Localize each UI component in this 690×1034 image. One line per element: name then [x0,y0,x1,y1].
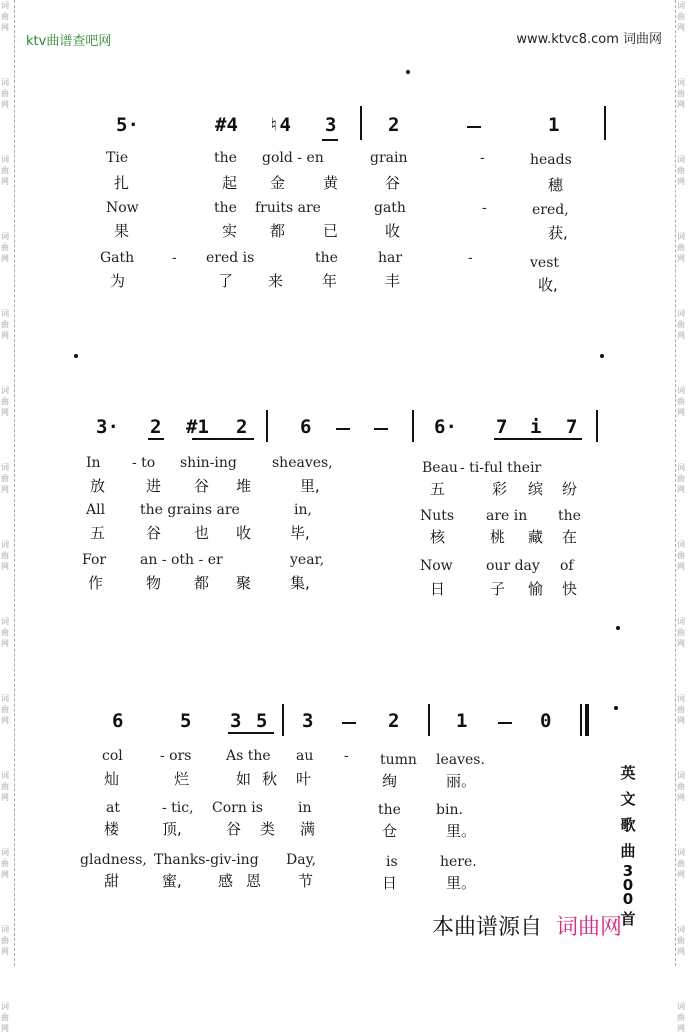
note: 3 [230,710,242,732]
barline [580,704,582,736]
lyric-zh: 实 [222,222,238,240]
watermark-text: 词曲网 [1,309,9,340]
lyric-zh: 子 [490,580,506,598]
lyric-zh: 节 [298,872,314,890]
note: #1 [186,416,209,438]
watermark-text: 词曲网 [677,463,685,494]
lyric-zh: 作 [88,574,104,592]
lyric-zh: 丽。 [446,772,477,790]
speck [616,626,620,630]
lyric-en: vest [530,255,560,271]
speck [74,354,78,358]
lyric-zh: 获, [548,224,568,242]
barline [428,704,430,736]
speck [614,706,618,710]
lyric-en: at [106,800,120,816]
lyric-en: tumn [380,752,417,768]
lyric-en: the [214,200,237,216]
lyric-en: shin-ing [180,455,237,471]
lyric-en: - [172,250,177,266]
lyric-zh: 仓 [382,822,398,840]
watermark-text: 词曲网 [677,540,685,571]
lyric-zh: 收 [236,524,252,542]
site-url[interactable]: www.ktvc8.com 词曲网 [516,32,662,47]
lyric-zh: 五 [430,480,446,498]
lyric-zh: 叶 [296,770,312,788]
barline [282,704,284,736]
lyric-en: are in [486,508,528,524]
watermark-text: 词曲网 [1,386,9,417]
watermark-text: 词曲网 [677,925,685,956]
lyric-en: fruits are [255,200,321,216]
lyric-en: au [296,748,314,764]
left-watermark-border [0,0,15,1033]
lyric-zh: 已 [323,222,339,240]
note: 0 [540,710,552,732]
lyric-en: heads [530,152,572,168]
lyric-en: in, [294,502,312,518]
lyric-en: Thanks-giv-ing [154,852,259,868]
lyric-en: - [468,250,473,266]
note: #4 [215,114,238,136]
lyric-zh: 谷 [226,820,242,838]
lyric-zh: 毕, [290,524,310,542]
lyric-zh: 物 [146,574,162,592]
lyric-en: - [480,150,485,166]
underline [148,438,164,440]
barline [266,410,268,442]
dash [374,428,388,430]
lyric-en: - ors [160,748,192,764]
lyric-en: grain [370,150,408,166]
lyric-zh: 快 [562,580,578,598]
note: 5 [256,710,268,732]
lyric-zh: 为 [110,272,126,290]
lyric-zh: 聚 [236,574,252,592]
lyric-zh: 愉 [528,580,544,598]
dash [467,126,481,128]
note: 6 [112,710,124,732]
lyric-en: Now [420,558,453,574]
watermark-text: 词曲网 [677,78,685,109]
note: 7 [566,416,578,438]
lyric-en: the [378,802,401,818]
lyric-zh: 里。 [446,874,477,892]
lyric-zh: 也 [194,524,210,542]
lyric-zh: 放 [90,477,106,495]
speck [406,70,410,74]
lyric-en: In [86,455,101,471]
watermark-text: 词曲网 [677,848,685,879]
note: 2 [388,114,400,136]
lyric-en: As the [226,748,271,764]
lyric-zh: 来 [268,272,284,290]
lyric-zh: 烂 [174,770,190,788]
watermark-text: 词曲网 [1,1002,9,1033]
watermark-text: 词曲网 [677,386,685,417]
lyric-en: our day [486,558,540,574]
watermark-text: 词曲网 [1,848,9,879]
watermark-text: 词曲网 [1,540,9,571]
note: 6· [434,416,457,438]
lyric-en: gladness, [80,852,147,868]
dash [342,722,356,724]
lyric-zh: 缤 [528,480,544,498]
lyric-en: the [214,150,237,166]
lyric-en: in [298,800,312,816]
dash [336,428,350,430]
lyric-zh: 感 [218,872,234,890]
lyric-zh: 桃 [490,528,506,546]
footer-brand-link[interactable]: 词曲网 [556,915,623,940]
lyric-en: an - oth - er [140,552,223,568]
note: 2 [388,710,400,732]
lyric-en: Day, [286,852,317,868]
watermark-text: 词曲网 [677,232,685,263]
lyric-zh: 如 [236,770,252,788]
watermark-text: 词曲网 [1,771,9,802]
lyric-zh: 金 [270,174,286,192]
lyric-en: here. [440,854,477,870]
lyric-en: - to [132,455,156,471]
lyric-en: - [482,200,487,216]
watermark-text: 词曲网 [677,155,685,186]
lyric-en: All [86,502,106,518]
lyric-zh: 堆 [236,477,252,495]
lyric-zh: 黄 [323,174,339,192]
source-footer [432,910,622,941]
note: 3· [96,416,119,438]
lyric-zh: 楼 [104,820,120,838]
lyric-zh: 里。 [446,822,477,840]
barline [360,106,362,140]
lyric-zh: 类 [260,820,276,838]
lyric-en: sheaves, [272,455,333,471]
lyric-en: har [378,250,403,266]
lyric-en: ered, [532,202,569,218]
underline [228,732,274,734]
lyric-zh: 绚 [382,772,398,790]
lyric-en: Now [106,200,139,216]
barline [412,410,414,442]
lyric-zh: 满 [300,820,316,838]
underline [494,438,582,440]
lyric-en: Corn is [212,800,263,816]
note: 3 [302,710,314,732]
lyric-en: ered is [206,250,255,266]
lyric-zh: 都 [194,574,210,592]
lyric-en: the [315,250,338,266]
lyric-zh: 恩 [246,872,262,890]
lyric-en: year, [290,552,325,568]
lyric-en: - [344,748,349,764]
site-logo-text[interactable]: ktv曲谱查吧网 [26,34,112,49]
lyric-zh: 蜜, [162,872,182,890]
lyric-en: the grains are [140,502,240,518]
lyric-zh: 秋 [262,770,278,788]
note: 2 [236,416,248,438]
lyric-en: - tic, [162,800,194,816]
lyric-en: of [560,558,574,574]
lyric-zh: 丰 [385,272,401,290]
note: 7 [496,416,508,438]
lyric-en: is [386,854,398,870]
lyric-zh: 了 [218,272,234,290]
underline [192,438,254,440]
watermark-text: 词曲网 [1,694,9,725]
lyric-en: col [102,748,123,764]
watermark-text: 词曲网 [677,771,685,802]
note: 3 [325,114,337,136]
lyric-zh: 扎 [114,174,130,192]
speck [600,354,604,358]
book-title-vertical: 英 文 歌 曲 3 0 0 首 [620,764,636,928]
right-watermark-border [675,0,690,1033]
lyric-zh: 收, [538,276,558,294]
lyric-zh: 核 [430,528,446,546]
note: 5· [116,114,139,136]
barline [604,106,606,140]
lyric-en: gath [374,200,406,216]
watermark-text: 词曲网 [1,463,9,494]
lyric-zh: 集, [290,574,310,592]
lyric-en: Gath [100,250,135,266]
lyric-zh: 日 [382,874,398,892]
lyric-zh: 年 [322,272,338,290]
watermark-text: 词曲网 [677,309,685,340]
footer-text: 本曲谱源自 [432,915,543,940]
watermark-text: 词曲网 [1,925,9,956]
lyric-zh: 进 [146,477,162,495]
watermark-text: 词曲网 [1,232,9,263]
lyric-zh: 里, [300,477,320,495]
note: 6 [300,416,312,438]
lyric-zh: 谷 [385,174,401,192]
note: 1 [548,114,560,136]
lyric-zh: 日 [430,580,446,598]
note: ♮4 [268,114,291,136]
underline [322,139,338,141]
watermark-text: 词曲网 [1,78,9,109]
lyric-zh: 起 [222,174,238,192]
dash [498,722,512,724]
watermark-text: 词曲网 [1,1,9,32]
watermark-text: 词曲网 [677,617,685,648]
lyric-en: bin. [436,802,463,818]
lyric-zh: 五 [90,524,106,542]
lyric-zh: 顶, [162,820,182,838]
lyric-en: the [558,508,581,524]
lyric-zh: 甜 [104,872,120,890]
lyric-zh: 藏 [528,528,544,546]
lyric-en: leaves. [436,752,485,768]
lyric-zh: 彩 [492,480,508,498]
lyric-zh: 果 [114,222,130,240]
lyric-en: Beau [422,460,458,476]
lyric-en: - ti-ful their [460,460,542,476]
watermark-text: 词曲网 [677,694,685,725]
lyric-zh: 纷 [562,480,578,498]
lyric-zh: 收 [385,222,401,240]
watermark-text: 词曲网 [677,1002,685,1033]
lyric-zh: 谷 [146,524,162,542]
watermark-text: 词曲网 [1,617,9,648]
lyric-zh: 穗 [548,176,564,194]
note: 2 [150,416,162,438]
lyric-en: Nuts [420,508,455,524]
final-barline [585,704,589,736]
lyric-en: For [82,552,107,568]
lyric-zh: 谷 [194,477,210,495]
watermark-text: 词曲网 [1,155,9,186]
lyric-zh: 都 [270,222,286,240]
watermark-text: 词曲网 [677,1,685,32]
lyric-en: gold - en [262,150,324,166]
note: 5 [180,710,192,732]
barline [596,410,598,442]
note: 1 [456,710,468,732]
note: i [530,416,542,438]
lyric-en: Tie [106,150,129,166]
lyric-zh: 灿 [104,770,120,788]
lyric-zh: 在 [562,528,578,546]
